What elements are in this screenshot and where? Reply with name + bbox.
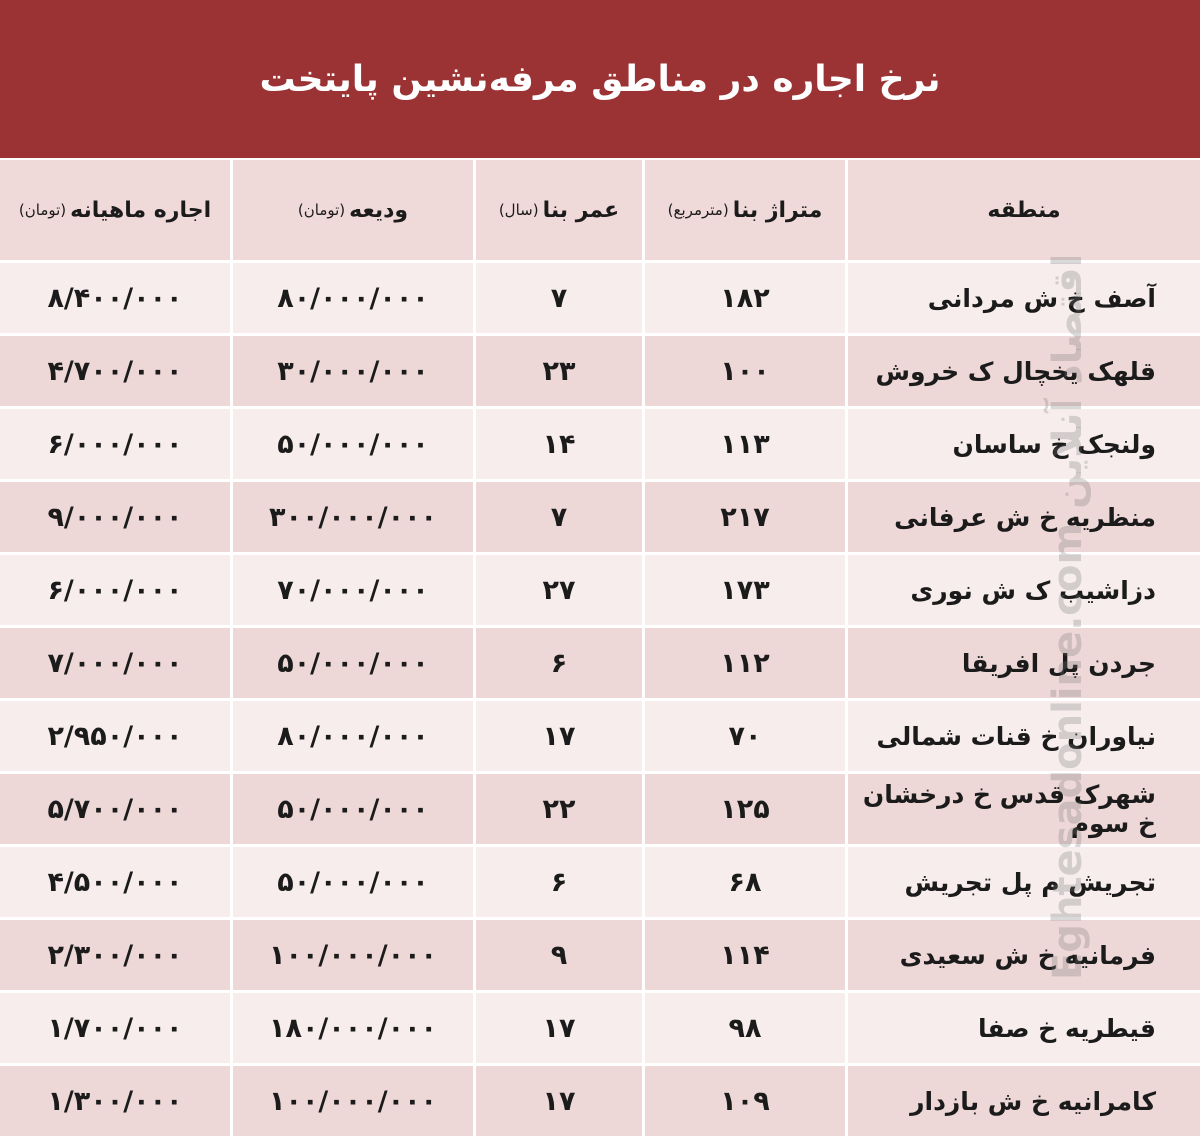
table-row — [0, 774, 1200, 844]
watermark: Eghtesadonline.com اقتصاد آنلاین — [1045, 253, 1091, 980]
cell-age: ۷ — [476, 263, 642, 333]
cell-area: ولنجک خ ساسان — [848, 409, 1200, 479]
table-row — [0, 336, 1200, 406]
cell-size: ۹۸ — [645, 993, 845, 1063]
cell-size: ۶۸ — [645, 847, 845, 917]
cell-area: جردن پل افریقا — [848, 628, 1200, 698]
title-bar — [0, 0, 1200, 158]
table-row — [0, 847, 1200, 917]
cell-age: ۹ — [476, 920, 642, 990]
cell-area: آصف خ ش مردانی — [848, 263, 1200, 333]
cell-area: تجریش م پل تجریش — [848, 847, 1200, 917]
cell-deposit: ۱۸۰/۰۰۰/۰۰۰ — [233, 993, 473, 1063]
cell-rent: ۴/۵۰۰/۰۰۰ — [0, 847, 230, 917]
cell-deposit: ۱۰۰/۰۰۰/۰۰۰ — [233, 920, 473, 990]
cell-deposit: ۵۰/۰۰۰/۰۰۰ — [233, 774, 473, 844]
header-size-label: متراژ بنا — [732, 197, 823, 223]
cell-rent: ۶/۰۰۰/۰۰۰ — [0, 555, 230, 625]
header-age-unit: (سال) — [498, 201, 539, 219]
cell-age: ۲۷ — [476, 555, 642, 625]
cell-age: ۱۷ — [476, 993, 642, 1063]
header-size — [645, 160, 845, 260]
cell-deposit: ۵۰/۰۰۰/۰۰۰ — [233, 847, 473, 917]
cell-size: ۱۰۰ — [645, 336, 845, 406]
rent-table — [0, 160, 1200, 1139]
header-rent-unit: (تومان) — [18, 201, 67, 219]
cell-area: دزاشیب ک ش نوری — [848, 555, 1200, 625]
header-deposit-unit: (تومان) — [297, 201, 346, 219]
cell-rent: ۶/۰۰۰/۰۰۰ — [0, 409, 230, 479]
cell-rent: ۵/۷۰۰/۰۰۰ — [0, 774, 230, 844]
header-area — [848, 160, 1200, 260]
cell-age: ۱۷ — [476, 1066, 642, 1136]
cell-deposit: ۸۰/۰۰۰/۰۰۰ — [233, 701, 473, 771]
table-row — [0, 993, 1200, 1063]
cell-size: ۱۱۲ — [645, 628, 845, 698]
page-title: نرخ اجاره در مناطق مرفه‌نشین پایتخت — [259, 58, 941, 100]
cell-deposit: ۷۰/۰۰۰/۰۰۰ — [233, 555, 473, 625]
cell-area: قلهک یخچال ک خروش — [848, 336, 1200, 406]
table-row — [0, 555, 1200, 625]
header-deposit — [233, 160, 473, 260]
cell-age: ۲۲ — [476, 774, 642, 844]
cell-size: ۱۱۴ — [645, 920, 845, 990]
cell-deposit: ۸۰/۰۰۰/۰۰۰ — [233, 263, 473, 333]
cell-size: ۱۸۲ — [645, 263, 845, 333]
cell-area: کامرانیه خ ش بازدار — [848, 1066, 1200, 1136]
header-area-label: منطقه — [987, 197, 1061, 223]
table-row — [0, 920, 1200, 990]
table-row — [0, 701, 1200, 771]
cell-rent: ۷/۰۰۰/۰۰۰ — [0, 628, 230, 698]
table-row — [0, 263, 1200, 333]
cell-deposit: ۳۰/۰۰۰/۰۰۰ — [233, 336, 473, 406]
cell-age: ۶ — [476, 628, 642, 698]
cell-age: ۷ — [476, 482, 642, 552]
cell-deposit: ۱۰۰/۰۰۰/۰۰۰ — [233, 1066, 473, 1136]
cell-age: ۱۷ — [476, 701, 642, 771]
cell-size: ۲۱۷ — [645, 482, 845, 552]
cell-area: نیاوران خ قنات شمالی — [848, 701, 1200, 771]
header-age — [476, 160, 642, 260]
table-header-row — [0, 160, 1200, 260]
cell-deposit: ۵۰/۰۰۰/۰۰۰ — [233, 628, 473, 698]
cell-age: ۲۳ — [476, 336, 642, 406]
table-row — [0, 482, 1200, 552]
header-rent-label: اجاره ماهیانه — [70, 197, 212, 223]
cell-size: ۱۲۵ — [645, 774, 845, 844]
header-rent — [0, 160, 230, 260]
cell-area: شهرک قدس خ درخشان خ سوم — [848, 774, 1200, 844]
header-deposit-label: ودیعه — [349, 197, 409, 223]
cell-area: قیطریه خ صفا — [848, 993, 1200, 1063]
cell-rent: ۸/۴۰۰/۰۰۰ — [0, 263, 230, 333]
table-row — [0, 1066, 1200, 1136]
cell-rent: ۲/۹۵۰/۰۰۰ — [0, 701, 230, 771]
cell-size: ۱۷۳ — [645, 555, 845, 625]
cell-size: ۷۰ — [645, 701, 845, 771]
cell-area: فرمانیه خ ش سعیدی — [848, 920, 1200, 990]
header-size-unit: (مترمربع) — [667, 201, 729, 219]
cell-rent: ۱/۳۰۰/۰۰۰ — [0, 1066, 230, 1136]
cell-size: ۱۱۳ — [645, 409, 845, 479]
cell-age: ۱۴ — [476, 409, 642, 479]
cell-rent: ۲/۳۰۰/۰۰۰ — [0, 920, 230, 990]
table-row — [0, 409, 1200, 479]
cell-rent: ۹/۰۰۰/۰۰۰ — [0, 482, 230, 552]
cell-deposit: ۵۰/۰۰۰/۰۰۰ — [233, 409, 473, 479]
cell-rent: ۱/۷۰۰/۰۰۰ — [0, 993, 230, 1063]
cell-rent: ۴/۷۰۰/۰۰۰ — [0, 336, 230, 406]
table-row — [0, 628, 1200, 698]
cell-deposit: ۳۰۰/۰۰۰/۰۰۰ — [233, 482, 473, 552]
cell-size: ۱۰۹ — [645, 1066, 845, 1136]
cell-area: منظریه خ ش عرفانی — [848, 482, 1200, 552]
cell-age: ۶ — [476, 847, 642, 917]
header-age-label: عمر بنا — [542, 197, 620, 223]
